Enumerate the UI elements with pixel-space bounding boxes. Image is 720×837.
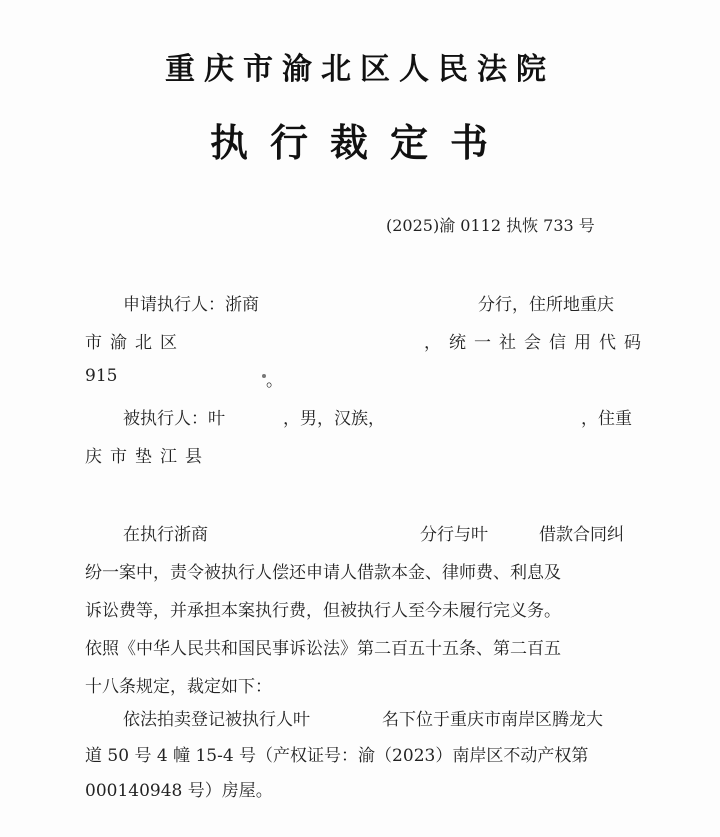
applicant-address-prefix: 市渝北区 <box>85 333 185 353</box>
respondent-domicile-label: ，住重 <box>581 409 632 429</box>
paragraph1-line2: 纷一案中，责令被执行人偿还申请人借款本金、律师费、利息及 <box>85 563 561 583</box>
paragraph1-parties: 分行与叶 <box>420 525 488 545</box>
paragraph1-line5: 十八条规定，裁定如下： <box>85 677 272 697</box>
applicant-label: 申请执行人：浙商 <box>123 295 259 315</box>
credit-code-end: 。 <box>266 371 283 391</box>
credit-code-label: ，统一社会信用代码 <box>424 333 649 353</box>
applicant-branch: 分行，住所地重庆 <box>478 295 614 315</box>
respondent-label: 被执行人：叶 <box>123 409 225 429</box>
respondent-info: ，男，汉族， <box>283 409 385 429</box>
credit-code-prefix: 915 <box>85 366 118 386</box>
document-type-title: 执行裁定书 <box>209 120 510 165</box>
respondent-address: 庆市垫江县 <box>85 447 210 467</box>
paragraph2-location: 名下位于重庆市南岸区腾龙大 <box>382 710 603 730</box>
court-name: 重庆市渝北区人民法院 <box>165 52 555 87</box>
paragraph1-line4: 依照《中华人民共和国民事诉讼法》第二百五十五条、第二百五 <box>85 639 561 659</box>
paragraph2-line3: 000140948 号）房屋。 <box>85 781 273 801</box>
paragraph1-case-type: 借款合同纠 <box>539 525 624 545</box>
case-number: (2025)渝 0112 执恢 733 号 <box>386 216 595 235</box>
paragraph2-start: 依法拍卖登记被执行人叶 <box>123 710 310 730</box>
paragraph1-line3: 诉讼费等，并承担本案执行费，但被执行人至今未履行完义务。 <box>85 601 561 621</box>
paragraph2-line2: 道 50 号 4 幢 15-4 号（产权证号：渝（2023）南岸区不动产权第 <box>85 746 589 766</box>
paragraph1-start: 在执行浙商 <box>123 525 208 545</box>
